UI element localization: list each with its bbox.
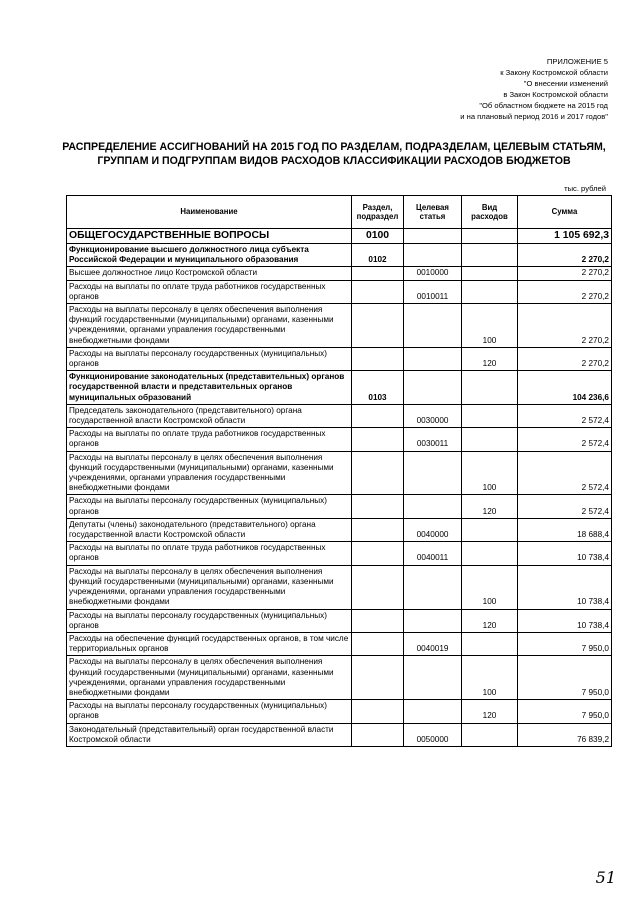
cell-amount: 2 270,2 (518, 304, 612, 348)
document-title-line: РАСПРЕДЕЛЕНИЕ АССИГНОВАНИЙ НА 2015 ГОД ПО РАЗДЕЛАМ, ПОДРАЗДЕЛАМ, ЦЕЛЕВЫМ СТАТЬЯМ, (62, 141, 606, 153)
table-header-row (67, 196, 612, 229)
cell-section (352, 404, 404, 427)
table-row (67, 428, 612, 451)
cell-kind (462, 244, 518, 267)
cell-amount: 10 738,4 (518, 609, 612, 632)
table-row (67, 229, 612, 244)
cell-kind: 120 (462, 700, 518, 723)
appendix-header (460, 56, 608, 122)
cell-section (352, 656, 404, 700)
cell-amount: 10 738,4 (518, 542, 612, 565)
page-number: 51 (595, 868, 616, 887)
table-row (67, 280, 612, 303)
cell-kind (462, 542, 518, 565)
cell-target: 0050000 (404, 723, 462, 746)
cell-amount: 2 270,2 (518, 267, 612, 280)
cell-name: Депутаты (члены) законодательного (представительного) органа государственной власти Костромской области (67, 518, 352, 541)
table-body (67, 229, 612, 747)
cell-name: Расходы на выплаты персоналу в целях обеспечения выполнения функций государственными (муниципальными) органами, казенными учреждениями, органами управления государственными внебюджетными фондами (67, 565, 352, 609)
cell-kind: 100 (462, 304, 518, 348)
cell-name: Расходы на выплаты персоналу государственных (муниципальных) органов (67, 700, 352, 723)
table-row (67, 267, 612, 280)
cell-kind (462, 404, 518, 427)
table-row (67, 304, 612, 348)
table-row (67, 347, 612, 370)
cell-target: 0040011 (404, 542, 462, 565)
appendix-line: в Закон Костромской области (503, 90, 608, 99)
table-row (67, 656, 612, 700)
cell-section (352, 267, 404, 280)
table-row (67, 518, 612, 541)
table-row (67, 404, 612, 427)
cell-section (352, 518, 404, 541)
cell-target (404, 495, 462, 518)
cell-amount: 7 950,0 (518, 632, 612, 655)
cell-section (352, 495, 404, 518)
cell-target: 0030011 (404, 428, 462, 451)
cell-name: ОБЩЕГОСУДАРСТВЕННЫЕ ВОПРОСЫ (67, 229, 352, 244)
cell-target: 0040000 (404, 518, 462, 541)
cell-kind: 100 (462, 451, 518, 495)
table-row (67, 495, 612, 518)
cell-amount: 2 572,4 (518, 428, 612, 451)
header-amount: Сумма (518, 196, 612, 229)
cell-kind: 100 (462, 656, 518, 700)
cell-section: 0102 (352, 244, 404, 267)
cell-kind (462, 229, 518, 244)
cell-amount: 2 572,4 (518, 404, 612, 427)
cell-amount: 2 270,2 (518, 347, 612, 370)
cell-name: Законодательный (представительный) орган государственной власти Костромской области (67, 723, 352, 746)
cell-kind: 120 (462, 347, 518, 370)
appendix-line: и на плановый период 2016 и 2017 годов" (460, 112, 608, 121)
cell-kind (462, 428, 518, 451)
cell-kind (462, 371, 518, 405)
cell-section (352, 700, 404, 723)
cell-kind (462, 723, 518, 746)
header-name: Наименование (67, 196, 352, 229)
cell-amount: 1 105 692,3 (518, 229, 612, 244)
cell-section (352, 609, 404, 632)
table-row (67, 609, 612, 632)
cell-target (404, 347, 462, 370)
cell-amount: 2 572,4 (518, 451, 612, 495)
cell-name: Расходы на выплаты персоналу в целях обеспечения выполнения функций государственными (муниципальными) органами, казенными учреждениями, органами управления государственными внебюджетными фондами (67, 304, 352, 348)
cell-name: Расходы на выплаты по оплате труда работников государственных органов (67, 428, 352, 451)
appendix-line: "О внесении изменений (523, 79, 608, 88)
cell-target (404, 244, 462, 267)
cell-name: Расходы на выплаты персоналу государственных (муниципальных) органов (67, 495, 352, 518)
cell-kind (462, 518, 518, 541)
table-row (67, 451, 612, 495)
header-section: Раздел, подраздел (352, 196, 404, 229)
cell-target: 0010000 (404, 267, 462, 280)
cell-name: Функционирование законодательных (представительных) органов государственной власти и представительных органов муниципальных образований (67, 371, 352, 405)
header-kind: Вид расходов (462, 196, 518, 229)
cell-name: Расходы на обеспечение функций государственных органов, в том числе территориальных органов (67, 632, 352, 655)
cell-section (352, 723, 404, 746)
cell-amount: 7 950,0 (518, 656, 612, 700)
cell-amount: 18 688,4 (518, 518, 612, 541)
cell-target (404, 565, 462, 609)
cell-section: 0100 (352, 229, 404, 244)
cell-amount: 2 572,4 (518, 495, 612, 518)
cell-section (352, 304, 404, 348)
table-row (67, 244, 612, 267)
cell-name: Расходы на выплаты по оплате труда работников государственных органов (67, 280, 352, 303)
cell-section (352, 542, 404, 565)
header-target: Целевая статья (404, 196, 462, 229)
cell-kind: 120 (462, 495, 518, 518)
cell-target (404, 451, 462, 495)
cell-name: Расходы на выплаты персоналу государственных (муниципальных) органов (67, 609, 352, 632)
cell-target (404, 229, 462, 244)
appendix-line: к Закону Костромской области (500, 68, 608, 77)
table-row (67, 723, 612, 746)
cell-amount: 7 950,0 (518, 700, 612, 723)
cell-section (352, 347, 404, 370)
cell-amount: 2 270,2 (518, 244, 612, 267)
cell-section: 0103 (352, 371, 404, 405)
cell-amount: 76 839,2 (518, 723, 612, 746)
cell-kind (462, 267, 518, 280)
cell-section (352, 632, 404, 655)
cell-kind (462, 280, 518, 303)
cell-section (352, 280, 404, 303)
cell-target (404, 609, 462, 632)
cell-name: Расходы на выплаты персоналу в целях обеспечения выполнения функций государственными (муниципальными) органами, казенными учреждениями, органами управления государственными внебюджетными фондами (67, 656, 352, 700)
cell-target (404, 371, 462, 405)
table-row (67, 565, 612, 609)
cell-name: Председатель законодательного (представительного) органа государственной власти Костромской области (67, 404, 352, 427)
table-row (67, 542, 612, 565)
cell-name: Расходы на выплаты персоналу в целях обеспечения выполнения функций государственными (муниципальными) органами, казенными учреждениями, органами управления государственными внебюджетными фондами (67, 451, 352, 495)
cell-section (352, 565, 404, 609)
cell-target: 0010011 (404, 280, 462, 303)
cell-name: Расходы на выплаты по оплате труда работников государственных органов (67, 542, 352, 565)
cell-target: 0040019 (404, 632, 462, 655)
cell-target (404, 304, 462, 348)
table-row (67, 632, 612, 655)
unit-label: тыс. рублей (564, 184, 606, 193)
table-row (67, 371, 612, 405)
cell-kind (462, 632, 518, 655)
appendix-line: ПРИЛОЖЕНИЕ 5 (546, 57, 608, 66)
table-row (67, 700, 612, 723)
cell-section (352, 428, 404, 451)
cell-amount: 10 738,4 (518, 565, 612, 609)
cell-section (352, 451, 404, 495)
cell-name: Высшее должностное лицо Костромской области (67, 267, 352, 280)
cell-kind: 120 (462, 609, 518, 632)
allocation-table (66, 195, 612, 747)
appendix-line: "Об областном бюджете на 2015 год (479, 101, 608, 110)
cell-target (404, 700, 462, 723)
cell-target (404, 656, 462, 700)
cell-name: Функционирование высшего должностного лица субъекта Российской Федерации и муниципального образования (67, 244, 352, 267)
document-title-line: ГРУППАМ И ПОДГРУППАМ ВИДОВ РАСХОДОВ КЛАССИФИКАЦИИ РАСХОДОВ БЮДЖЕТОВ (97, 155, 571, 167)
cell-amount: 2 270,2 (518, 280, 612, 303)
cell-amount: 104 236,6 (518, 371, 612, 405)
cell-target: 0030000 (404, 404, 462, 427)
document-title (60, 140, 608, 168)
cell-name: Расходы на выплаты персоналу государственных (муниципальных) органов (67, 347, 352, 370)
cell-kind: 100 (462, 565, 518, 609)
